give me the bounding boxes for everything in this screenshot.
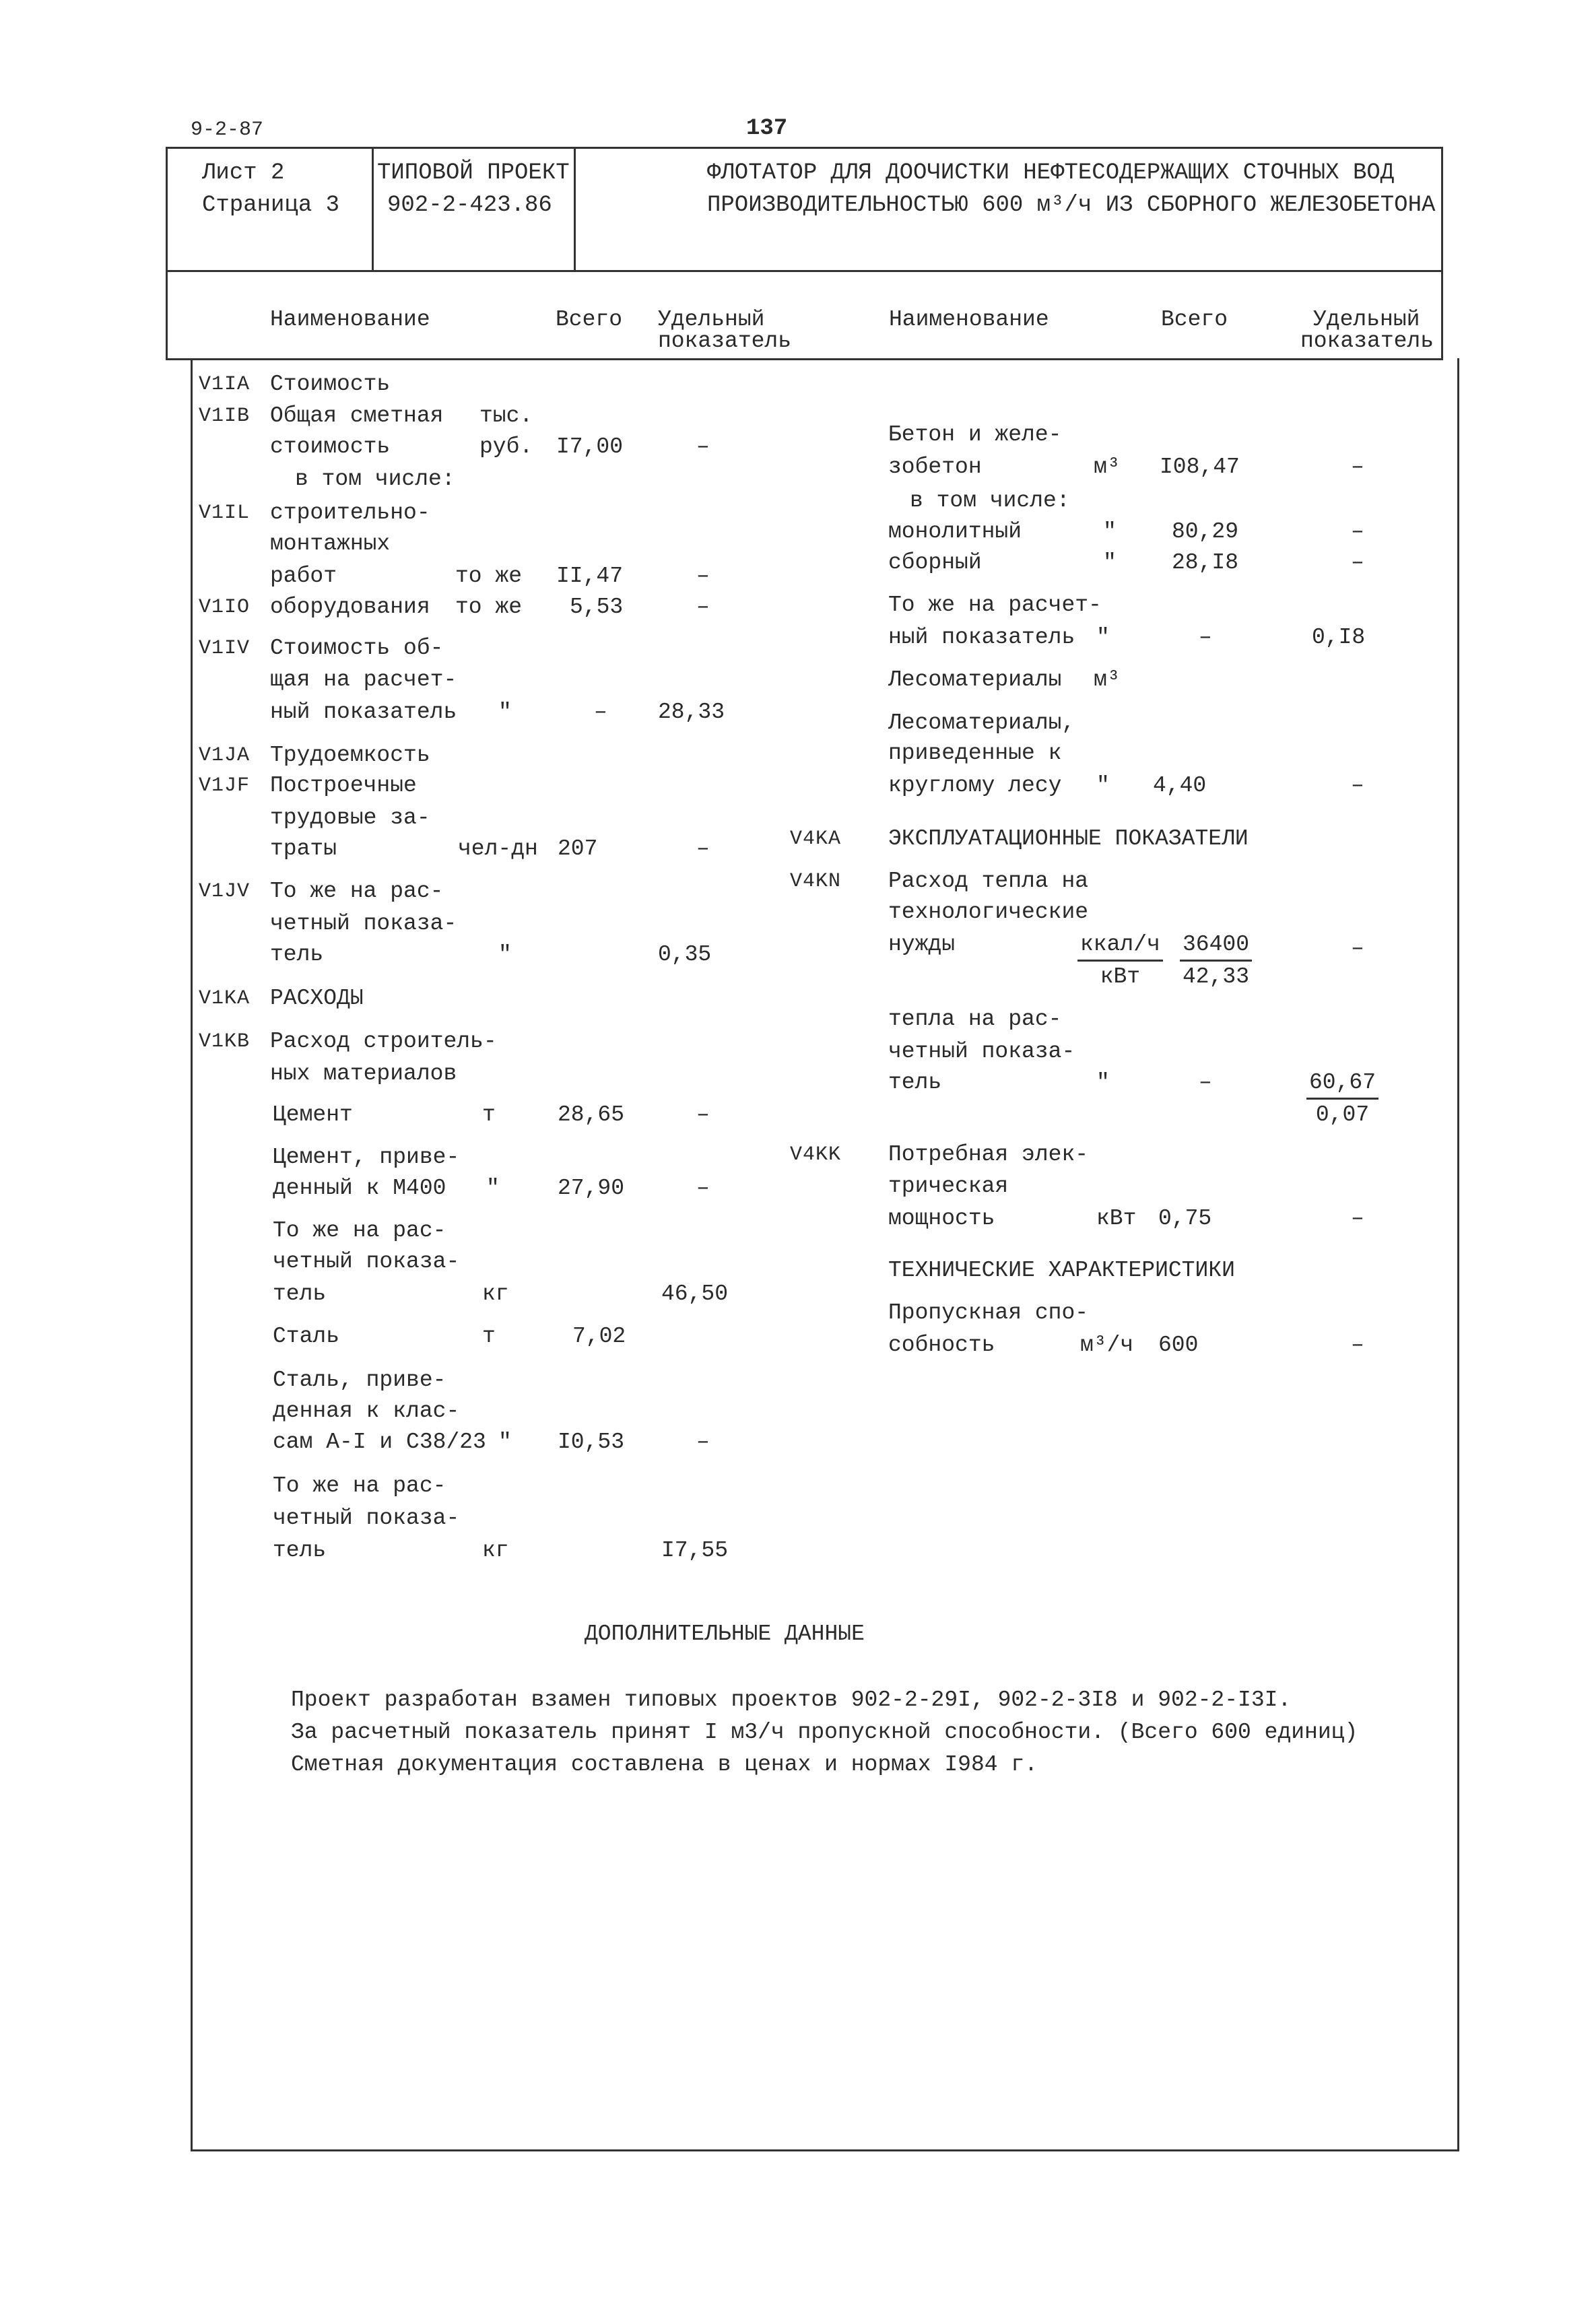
- row-name: монолитный: [888, 519, 1022, 544]
- row-name: траты: [270, 836, 337, 861]
- columns-left-edge: [166, 270, 168, 358]
- right-col-spec-header-1: Удельный: [1313, 307, 1420, 332]
- row-specific-value: –: [1351, 773, 1364, 798]
- row-name: денный к М400: [273, 1176, 446, 1201]
- row-code: V4KK: [790, 1143, 842, 1166]
- additional-data-line-1: Проект разработан взамен типовых проектов 902-2-29I, 902-2-3I8 и 902-2-I3I.: [291, 1687, 1292, 1712]
- row-name: работ: [270, 564, 337, 589]
- row-unit: ": [1096, 625, 1110, 650]
- row-value: 7,02: [572, 1324, 626, 1349]
- right-col-total-header: Всего: [1161, 307, 1228, 332]
- row-value: I7,00: [556, 434, 624, 459]
- left-col-name-header: Наименование: [270, 307, 430, 332]
- row-name: четный показа-: [273, 1506, 460, 1531]
- row-unit: ": [1103, 519, 1117, 544]
- row-name: трудовые за-: [270, 805, 430, 830]
- row-code: V1JV: [199, 880, 251, 903]
- row-name: РАСХОДЫ: [270, 986, 364, 1011]
- row-specific-value: –: [696, 564, 710, 589]
- left-col-spec-header-2: показатель: [658, 329, 792, 354]
- document-title-line-2: ПРОИЗВОДИТЕЛЬНОСТЬЮ 600 м³/ч ИЗ СБОРНОГО ЖЕЛЕЗОБЕТОНА: [707, 193, 1436, 218]
- fraction-denominator: кВт: [1100, 964, 1141, 989]
- row-specific-value: –: [696, 1102, 710, 1127]
- sheet-label: Лист 2: [202, 160, 285, 186]
- additional-data-line-2: За расчетный показатель принят I м3/ч пропускной способности. (Всего 600 единиц): [291, 1720, 1358, 1745]
- row-name: стоимость: [270, 434, 391, 459]
- row-name: трическая: [888, 1174, 1009, 1199]
- row-name: приведенные к: [888, 741, 1062, 766]
- row-unit: чел-дн: [458, 836, 538, 861]
- row-value: –: [1199, 625, 1212, 650]
- row-code: V1IA: [199, 373, 251, 396]
- row-name: технологические: [888, 900, 1089, 925]
- row-unit: ": [498, 700, 512, 725]
- row-name: То же на расчет-: [888, 593, 1102, 617]
- right-col-name-header: Наименование: [889, 307, 1049, 332]
- frame-right-upper: [1441, 147, 1443, 272]
- project-number: 902-2-423.86: [387, 193, 552, 218]
- row-code: V1IV: [199, 637, 251, 660]
- row-unit: ": [498, 942, 512, 967]
- row-value: –: [1199, 1070, 1212, 1095]
- row-name: Бетон и желе-: [888, 422, 1062, 447]
- row-specific-value: –: [696, 1176, 710, 1201]
- row-name: зобетон: [888, 455, 982, 479]
- row-specific-value: –: [1351, 936, 1364, 961]
- row-name: четный показа-: [273, 1249, 460, 1274]
- frame-left-lower: [191, 358, 193, 2151]
- row-value: –: [594, 700, 607, 725]
- fraction-denominator: 0,07: [1315, 1102, 1370, 1127]
- row-value: II,47: [556, 564, 624, 589]
- row-name: четный показа-: [888, 1039, 1075, 1064]
- row-specific-value: –: [1351, 1206, 1364, 1231]
- heat-specific-fraction: [1306, 1071, 1378, 1126]
- row-unit: м³/ч: [1080, 1333, 1134, 1358]
- row-name: Расход тепла на: [888, 869, 1089, 894]
- row-name: Общая сметная: [270, 403, 444, 428]
- row-code: V1JA: [199, 744, 251, 767]
- columns-right-edge: [1441, 270, 1443, 358]
- row-name: монтажных: [270, 531, 391, 556]
- row-name: То же на рас-: [273, 1473, 446, 1498]
- row-specific-value: –: [696, 836, 710, 861]
- row-name: То же на рас-: [270, 879, 444, 904]
- row-name: Цемент, приве-: [273, 1145, 460, 1170]
- section-heading: ЭКСПЛУАТАЦИОННЫЕ ПОКАЗАТЕЛИ: [888, 826, 1249, 851]
- row-unit: руб.: [479, 434, 533, 459]
- row-name: Лесоматериалы,: [888, 710, 1075, 735]
- row-name: Сталь: [273, 1324, 340, 1349]
- row-unit: м³: [1094, 455, 1121, 479]
- row-unit: ": [1103, 550, 1117, 575]
- row-specific-value: 0,I8: [1312, 625, 1366, 650]
- row-code: V1JF: [199, 774, 251, 797]
- row-unit: ": [486, 1176, 500, 1201]
- row-unit: то же: [455, 595, 523, 620]
- row-unit: т: [482, 1324, 496, 1349]
- row-specific-value: –: [696, 434, 710, 459]
- row-name: четный показа-: [270, 911, 457, 936]
- fraction-numerator: 60,67: [1306, 1071, 1378, 1100]
- left-col-total-header: Всего: [556, 307, 623, 332]
- fraction-denominator: 42,33: [1183, 964, 1250, 989]
- row-name: Лесоматериалы: [888, 667, 1062, 692]
- row-name: Построечные: [270, 773, 417, 798]
- right-col-spec-header-2: показатель: [1300, 329, 1434, 354]
- row-code: V1IO: [199, 596, 251, 619]
- row-name: строительно-: [270, 500, 430, 525]
- heat-value-fraction: [1180, 933, 1252, 988]
- row-specific-value: –: [1351, 550, 1364, 575]
- row-unit: ": [498, 1430, 512, 1454]
- row-code: V1IL: [199, 502, 251, 525]
- row-specific-value: I7,55: [661, 1538, 729, 1563]
- row-value: 5,53: [570, 595, 624, 620]
- row-name: Пропускная спо-: [888, 1300, 1089, 1325]
- row-value: 28,65: [558, 1102, 625, 1127]
- row-unit: ": [1096, 773, 1110, 798]
- row-value: 4,40: [1153, 773, 1207, 798]
- row-name: Сталь, приве-: [273, 1368, 446, 1393]
- row-unit: кВт: [1096, 1206, 1137, 1231]
- row-name: тель: [273, 1281, 327, 1306]
- row-name: Стоимость об-: [270, 636, 444, 661]
- row-name: ный показатель: [888, 625, 1075, 650]
- fraction-numerator: ккал/ч: [1077, 933, 1163, 962]
- row-value: 27,90: [558, 1176, 625, 1201]
- row-unit: м³: [1094, 667, 1121, 692]
- row-unit: т: [482, 1102, 496, 1127]
- row-name: То же на рас-: [273, 1218, 446, 1243]
- row-name: Цемент: [273, 1102, 353, 1127]
- row-code: V4KA: [790, 828, 842, 850]
- row-value: 0,75: [1158, 1206, 1212, 1231]
- frame-right-lower: [1457, 358, 1459, 2151]
- row-unit: кг: [482, 1538, 509, 1563]
- row-name: тель: [888, 1070, 942, 1095]
- row-name: тель: [270, 942, 324, 967]
- document-code: 9-2-87: [191, 119, 264, 141]
- row-specific-value: –: [696, 595, 710, 620]
- header-divider-1: [372, 147, 374, 272]
- frame-top-rule: [166, 147, 1443, 149]
- additional-data-heading: ДОПОЛНИТЕЛЬНЫЕ ДАННЫЕ: [585, 1621, 865, 1646]
- row-unit: то же: [455, 564, 523, 589]
- row-code: V4KN: [790, 870, 842, 893]
- row-specific-value: –: [1351, 455, 1364, 479]
- heat-unit-fraction: [1077, 933, 1163, 988]
- row-unit: кг: [482, 1281, 509, 1306]
- row-value: 600: [1158, 1333, 1199, 1358]
- row-name: тепла на рас-: [888, 1007, 1062, 1032]
- row-code: V1KA: [199, 987, 251, 1010]
- row-value: I0,53: [558, 1430, 625, 1454]
- row-name: мощность: [888, 1206, 995, 1231]
- project-type-label: ТИПОВОЙ ПРОЕКТ: [377, 160, 570, 186]
- row-name: ный показатель: [270, 700, 457, 725]
- row-name: ных материалов: [270, 1061, 457, 1086]
- header-divider-2: [574, 147, 576, 272]
- document-title-line-1: ФЛОТАТОР ДЛЯ ДООЧИСТКИ НЕФТЕСОДЕРЖАЩИХ СТОЧНЫХ ВОД: [707, 160, 1395, 186]
- header-bottom-rule: [166, 270, 1443, 272]
- row-value: 28,I8: [1172, 550, 1239, 575]
- columns-bottom-rule: [166, 358, 1443, 360]
- frame-bottom-rule: [191, 2149, 1459, 2151]
- row-name: Трудоемкость: [270, 743, 430, 768]
- row-specific-value: 0,35: [658, 942, 712, 967]
- row-value: I08,47: [1160, 455, 1240, 479]
- row-name: тель: [273, 1538, 327, 1563]
- row-value: 80,29: [1172, 519, 1239, 544]
- row-name: Расход строитель-: [270, 1029, 497, 1054]
- row-name: денная к клас-: [273, 1399, 460, 1424]
- row-specific-value: –: [1351, 519, 1364, 544]
- row-name: оборудования: [270, 595, 430, 620]
- row-name: нужды: [888, 932, 956, 957]
- row-code: V1KB: [199, 1030, 251, 1053]
- row-specific-value: 28,33: [658, 700, 725, 725]
- additional-data-line-3: Сметная документация составлена в ценах и нормах I984 г.: [291, 1752, 1038, 1777]
- row-name: Стоимость: [270, 372, 391, 397]
- row-unit: ": [1096, 1070, 1110, 1095]
- row-value: 207: [558, 836, 598, 861]
- row-specific-value: –: [696, 1430, 710, 1454]
- row-name: Потребная элек-: [888, 1142, 1089, 1167]
- row-name: в том числе:: [295, 467, 455, 492]
- page-label: Страница 3: [202, 193, 340, 218]
- row-code: V1IB: [199, 405, 251, 428]
- row-name: собность: [888, 1333, 995, 1358]
- section-heading: ТЕХНИЧЕСКИЕ ХАРАКТЕРИСТИКИ: [888, 1258, 1235, 1283]
- frame-left-upper: [166, 147, 168, 272]
- row-specific-value: 46,50: [661, 1281, 729, 1306]
- row-name: круглому лесу: [888, 773, 1062, 798]
- row-name: сам А-I и С38/23: [273, 1430, 486, 1454]
- row-name: сборный: [888, 550, 982, 575]
- row-name: щая на расчет-: [270, 667, 457, 692]
- row-specific-value: –: [1351, 1333, 1364, 1358]
- page-number: 137: [746, 116, 788, 141]
- row-unit: тыс.: [479, 403, 533, 428]
- fraction-numerator: 36400: [1180, 933, 1252, 962]
- left-col-spec-header-1: Удельный: [658, 307, 765, 332]
- row-name: в том числе:: [910, 488, 1070, 513]
